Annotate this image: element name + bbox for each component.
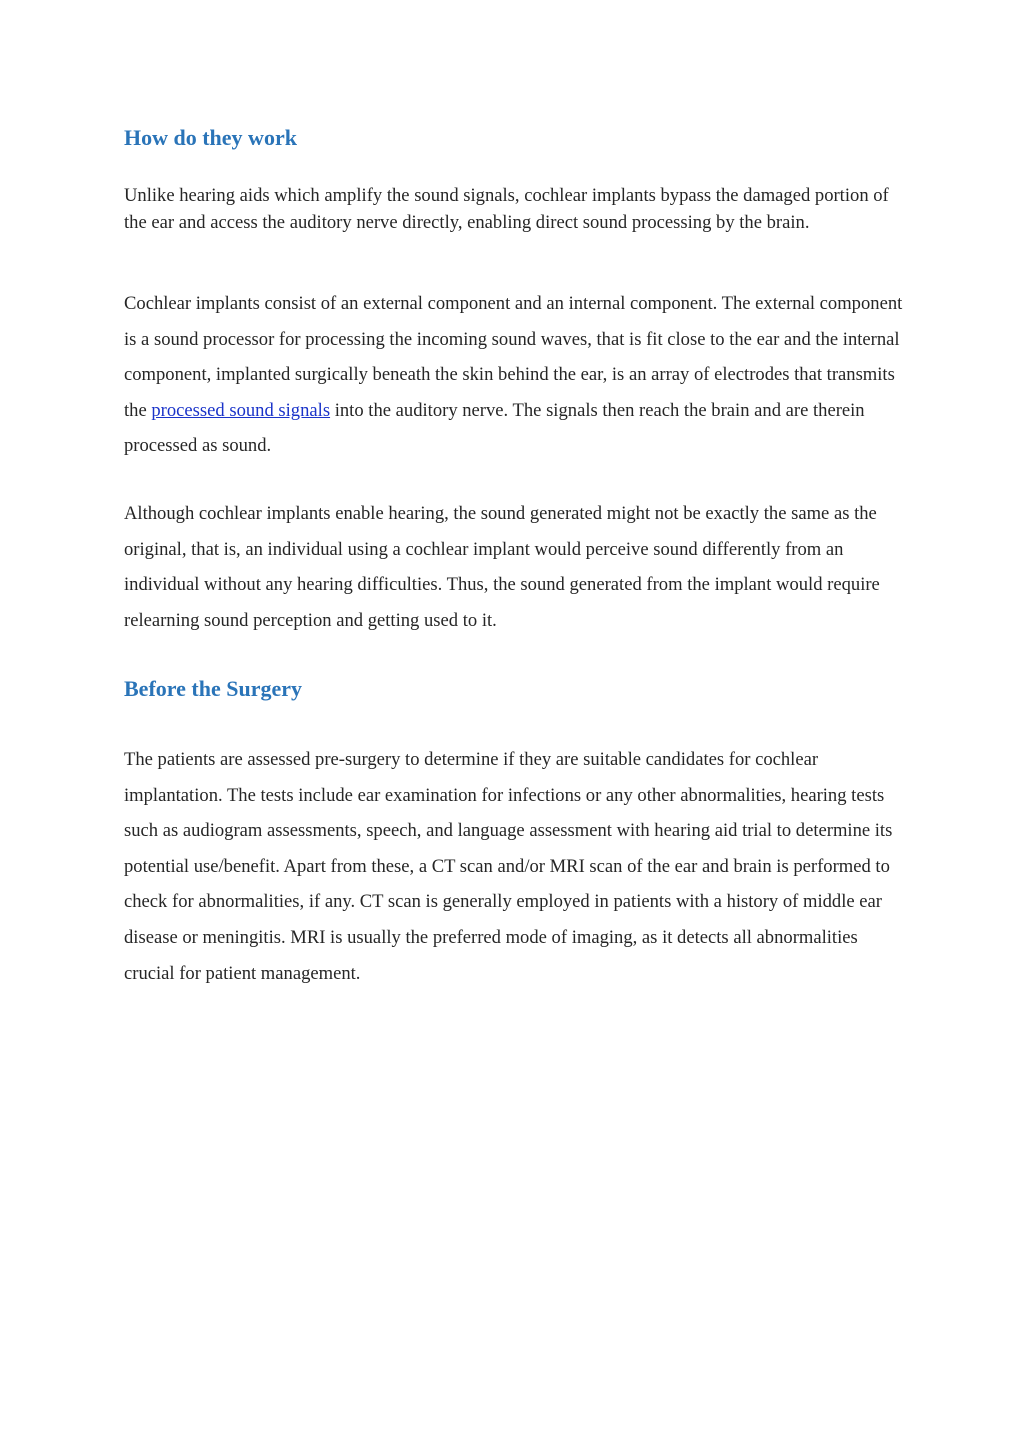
paragraph-implant-components (124, 286, 904, 464)
paragraph-pre-surgery-assessment: The patients are assessed pre-surgery to determine if they are suitable candidates for cochlear implantation. The tests include ear examination for infections or any other abnormalities, hearing tests such as audiogram assessments, speech, and language assessment with hearing aid trial to determine its potential use/benefit. Apart from these, a CT scan and/or MRI scan of the ear and brain is performed to check for abnormalities, if any. CT scan is generally employed in patients with a history of middle ear disease or meningitis. MRI is usually the preferred mode of imaging, as it detects all abnormalities crucial for patient management. (124, 749, 893, 984)
section-heading-how-do-they-work: How do they work (124, 125, 297, 150)
section-heading-before-the-surgery: Before the Surgery (124, 676, 302, 701)
paragraph-text-after-link: into the auditory nerve. The signals then reach the brain and are therein processed as sound. (124, 399, 865, 457)
paragraph-text-before-link: Cochlear implants consist of an external component and an internal component. The external component is a sound processor for processing the incoming sound waves, that is fit close to the ear and the internal component, implanted surgically beneath the skin behind the ear, is an array of electrodes that transmits the (124, 293, 903, 421)
processed-sound-signals-link[interactable]: processed sound signals (151, 399, 331, 421)
paragraph-hearing-aids-comparison: Unlike hearing aids which amplify the sound signals, cochlear implants bypass the damaged portion of the ear and access the auditory nerve directly, enabling direct sound processing by the brain. (124, 185, 889, 233)
paragraph-sound-perception: Although cochlear implants enable hearing, the sound generated might not be exactly the same as the original, that is, an individual using a cochlear implant would perceive sound differently from an individual without any hearing difficulties. Thus, the sound generated from the implant would require relearning sound perception and getting used to it. (124, 503, 880, 631)
